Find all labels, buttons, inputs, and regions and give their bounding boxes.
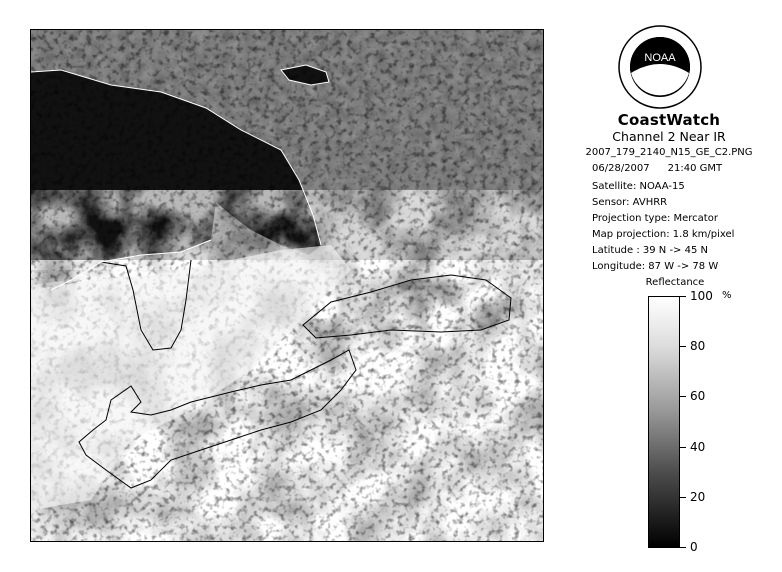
channel-subtitle: Channel 2 Near IR <box>612 129 726 144</box>
colorbar-tick-label: 40 <box>690 439 706 454</box>
colorbar-tick <box>680 296 686 297</box>
colorbar-tick <box>680 497 686 498</box>
colorbar-tick-label: 0 <box>690 540 698 554</box>
satellite-image <box>30 29 544 542</box>
scale-title: Reflectance <box>645 277 705 288</box>
product-title: CoastWatch <box>617 111 721 129</box>
longitude-line: Longitude: 87 W -> 78 W <box>592 261 719 272</box>
reflectance-colorbar <box>648 296 680 548</box>
latitude-line: Latitude : 39 N -> 45 N <box>592 245 708 256</box>
time-value: 21:40 GMT <box>667 163 723 174</box>
projection-type-line: Projection type: Mercator <box>592 213 718 224</box>
colorbar-tick <box>680 547 686 548</box>
colorbar-tick <box>680 447 686 448</box>
date-time-line <box>592 163 722 174</box>
colorbar-tick-label: 20 <box>690 489 706 504</box>
colorbar-tick <box>680 396 686 397</box>
colorbar-tick-label: 60 <box>690 389 706 404</box>
colorbar-tick-label: 100 <box>690 289 713 303</box>
colorbar-tick <box>680 346 686 347</box>
map-projection-line: Map projection: 1.8 km/pixel <box>592 229 735 240</box>
logo-text: NOAA <box>644 52 676 64</box>
satellite-line: Satellite: NOAA-15 <box>592 181 685 192</box>
date-value: 06/28/2007 <box>592 163 650 174</box>
noaa-logo <box>618 25 702 109</box>
sensor-line: Sensor: AVHRR <box>592 197 668 208</box>
filename: 2007_179_2140_N15_GE_C2.PNG <box>585 147 753 158</box>
satellite-image-canvas <box>31 30 543 541</box>
colorbar-tick-label: 80 <box>690 339 706 354</box>
scale-unit: % <box>722 290 732 301</box>
